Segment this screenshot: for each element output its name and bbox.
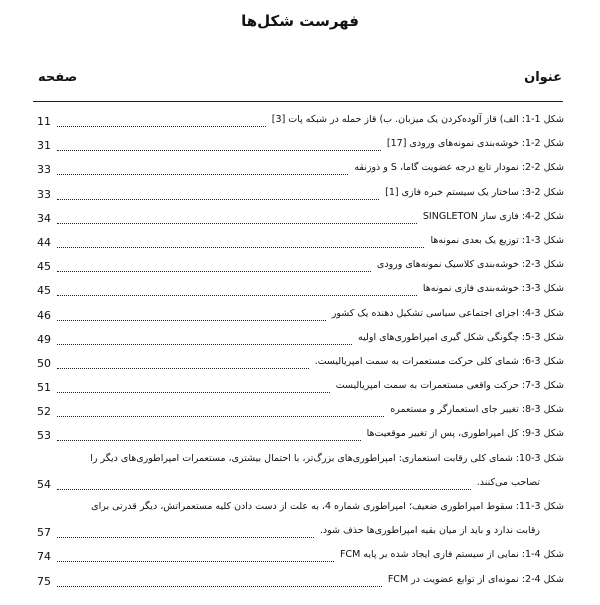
dot-leader (57, 295, 417, 296)
list-item (33, 233, 564, 257)
dot-leader (57, 223, 417, 224)
list-item (33, 402, 564, 426)
page-number: 50 (37, 356, 51, 370)
page-number: 44 (37, 235, 51, 249)
page-number: 46 (37, 308, 51, 322)
page-number: 51 (37, 381, 51, 395)
dot-leader (57, 320, 326, 321)
dot-leader (57, 271, 371, 272)
figure-caption: تصاحب می‌کنند. (476, 476, 540, 488)
figure-caption: شکل 3-2: خوشه‌بندی کلاسیک نمونه‌های ورودی (376, 259, 564, 271)
figure-caption: شکل 2-2: نمودار تابع درجه عضویت گاما، S و ذوزنقه (354, 162, 564, 174)
header-divider (33, 101, 563, 102)
dot-leader (57, 416, 384, 417)
page-title: فهرست شکل‌ها (241, 12, 359, 30)
dot-leader (57, 537, 314, 538)
figure-caption: شکل 2-3: ساختار یک سیستم خبره فازی [1] (385, 186, 564, 198)
page-number: 11 (37, 115, 51, 128)
list-item (33, 451, 564, 475)
list-item (33, 160, 564, 184)
figure-caption: شکل 3-3: خوشه‌بندی فازی نمونه‌ها (422, 283, 564, 295)
list-item-continuation (33, 475, 564, 499)
list-item (33, 136, 564, 160)
list-item (33, 547, 564, 571)
list-item (33, 185, 564, 209)
dot-leader (57, 368, 309, 369)
list-item (33, 209, 564, 233)
column-header-title: عنوان (524, 70, 562, 85)
dot-leader (57, 344, 352, 345)
list-item (33, 257, 564, 281)
figure-caption: شکل 3-8: تغییر جای استعمارگر و مستعمره (390, 404, 564, 416)
figure-caption: شکل 1-1: الف) قاز آلوده‌کردن یک میزبان. ب) قاز حمله در شبکه پات [3] (271, 114, 564, 125)
figure-caption: شکل 4-1: نمایی از سیستم فازی ایجاد شده بر پایه FCM (339, 549, 564, 561)
list-item-continuation (33, 523, 564, 547)
figure-caption: شکل 3-11: سقوط امپراطوری ضعیف؛ امپراطوری شماره 4، به علت از دست دادن کلیه مستعمراتش، دیگر قدرتی برای (91, 501, 564, 512)
figure-caption: شکل 3-4: اجزای اجتماعی سیاسی تشکیل دهنده یک کشور (331, 307, 564, 319)
page-number: 54 (37, 477, 51, 491)
dot-leader (57, 392, 330, 393)
dot-leader (57, 150, 381, 151)
page-number: 57 (37, 526, 51, 540)
dot-leader (57, 174, 348, 175)
page-number: 52 (37, 405, 51, 419)
figure-list (33, 112, 564, 596)
dot-leader (57, 440, 361, 441)
list-item (33, 426, 564, 450)
list-item (33, 378, 564, 402)
list-item (33, 306, 564, 330)
dot-leader (57, 561, 334, 562)
dot-leader (57, 126, 266, 127)
page-number: 45 (37, 284, 51, 298)
list-item (33, 499, 564, 523)
page-number: 33 (37, 187, 51, 201)
page-number: 74 (37, 550, 51, 564)
figure-caption: شکل 2-1: خوشه‌بندی نمونه‌های ورودی [17] (386, 138, 564, 150)
list-item (33, 572, 564, 596)
figure-caption: شکل 3-1: توزیع یک بعدی نمونه‌ها (430, 234, 564, 246)
page-number: 53 (37, 429, 51, 443)
list-item (33, 330, 564, 354)
page-number: 49 (37, 332, 51, 346)
page-number: 31 (37, 139, 51, 153)
figure-caption: شکل 3-5: چگونگی شکل گیری امپراطوری‌های اولیه (358, 331, 564, 343)
figure-caption: شکل 3-10: شمای کلی رقابت استعماری: امپراطوری‌های بزرگ‌تر، با احتمال بیشتری، مستعمرات امپراطوری‌های دیگر را (90, 452, 564, 464)
figure-caption: شکل 2-4: فازی ساز SINGLETON (422, 210, 564, 222)
dot-leader (57, 199, 379, 200)
list-item (33, 281, 564, 305)
dot-leader (57, 247, 424, 248)
figure-caption: شکل 4-2: نمونه‌ای از توابع عضویت در FCM (387, 573, 564, 585)
page-number: 34 (37, 211, 51, 225)
page-number: 45 (37, 260, 51, 274)
page-number: 33 (37, 163, 51, 177)
page-number: 75 (37, 574, 51, 588)
dot-leader (57, 489, 471, 490)
figure-caption: شکل 3-9: کل امپراطوری، پس از تغییر موقعیت‌ها (366, 428, 564, 440)
figure-caption: شکل 3-7: حرکت واقعی مستعمرات به سمت امپریالیست (335, 380, 564, 392)
list-item (33, 112, 564, 136)
figure-caption: رقابت ندارد و باید از میان بقیه امپراطوری‌ها حذف شود. (319, 525, 540, 537)
figure-caption: شکل 3-6: شمای کلی حرکت مستعمرات به سمت امپریالیست. (314, 355, 564, 367)
list-item (33, 354, 564, 378)
column-header-page: صفحه (38, 70, 78, 85)
dot-leader (57, 586, 382, 587)
